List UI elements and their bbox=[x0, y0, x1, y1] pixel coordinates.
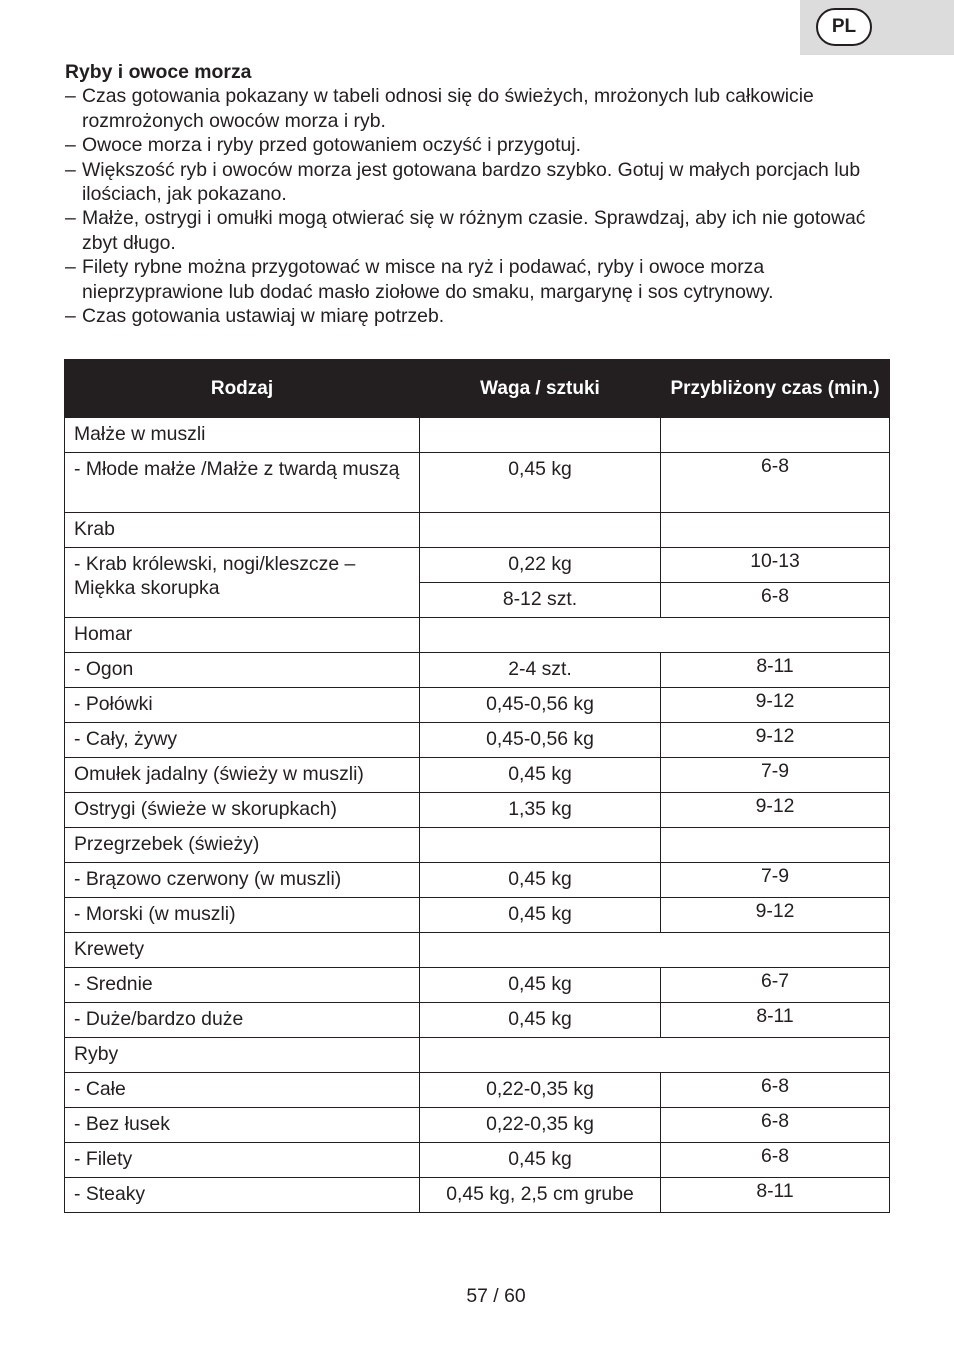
table-row bbox=[65, 453, 890, 513]
cell-type: - Cały, żywy bbox=[65, 723, 420, 758]
cell-type: - Całe bbox=[65, 1073, 420, 1108]
table-header-row bbox=[65, 360, 890, 418]
cell-weight: 0,22-0,35 kg bbox=[420, 1108, 661, 1143]
cell-empty bbox=[420, 618, 890, 653]
cell-type: Ostrygi (świeże w skorupkach) bbox=[65, 793, 420, 828]
cell-weight: 0,22 kg bbox=[420, 548, 661, 583]
table-row bbox=[65, 828, 890, 863]
cell-time bbox=[661, 418, 890, 453]
table-row bbox=[65, 758, 890, 793]
cooking-time-table bbox=[64, 359, 890, 1213]
cell-weight: 0,45 kg bbox=[420, 453, 661, 513]
cell-type: Krewety bbox=[65, 933, 420, 968]
cell-time: 9-12 bbox=[661, 898, 890, 933]
table-row bbox=[65, 1003, 890, 1038]
cell-time: 6-7 bbox=[661, 968, 890, 1003]
cell-weight bbox=[420, 513, 661, 548]
cell-type: Małże w muszli bbox=[65, 418, 420, 453]
cell-weight: 0,45 kg bbox=[420, 863, 661, 898]
cell-time: 8-11 bbox=[661, 653, 890, 688]
cell-weight: 0,22-0,35 kg bbox=[420, 1073, 661, 1108]
cell-empty bbox=[420, 1038, 890, 1073]
table-row bbox=[65, 653, 890, 688]
cell-weight: 8-12 szt. bbox=[420, 583, 661, 618]
table-row bbox=[65, 793, 890, 828]
language-tab bbox=[800, 0, 954, 55]
cell-type: - Srednie bbox=[65, 968, 420, 1003]
cell-time: 9-12 bbox=[661, 793, 890, 828]
header-weight: Waga / sztuki bbox=[420, 360, 661, 418]
cell-type: - Młode małże /Małże z twardą muszą bbox=[65, 453, 420, 513]
cell-weight: 0,45-0,56 kg bbox=[420, 688, 661, 723]
instruction-item: – Filety rybne można przygotować w misce na ryż i podawać, ryby i owoce morza nieprzyprawione lub dodać masło ziołowe do smaku, margarynę i sos cytrynowy. bbox=[65, 256, 774, 303]
cell-weight: 0,45 kg, 2,5 cm grube bbox=[420, 1178, 661, 1213]
cell-time: 6-8 bbox=[661, 1143, 890, 1178]
cell-weight: 0,45 kg bbox=[420, 898, 661, 933]
cell-type: - Morski (w muszli) bbox=[65, 898, 420, 933]
cell-time: 8-11 bbox=[661, 1003, 890, 1038]
cell-type: - Filety bbox=[65, 1143, 420, 1178]
cell-time: 9-12 bbox=[661, 688, 890, 723]
cell-weight: 1,35 kg bbox=[420, 793, 661, 828]
language-badge: PL bbox=[816, 8, 872, 46]
table-row bbox=[65, 618, 890, 653]
cell-type: Homar bbox=[65, 618, 420, 653]
cell-type: Ryby bbox=[65, 1038, 420, 1073]
instruction-item: – Większość ryb i owoców morza jest gotowana bardzo szybko. Gotuj w małych porcjach lub ilościach, jak pokazano. bbox=[65, 158, 861, 206]
cell-time: 6-8 bbox=[661, 453, 890, 513]
cell-type: - Krab królewski, nogi/kleszcze – Miękka skorupka bbox=[65, 548, 420, 618]
section-title: Ryby i owoce morza bbox=[65, 61, 252, 83]
cell-type: Przegrzebek (świeży) bbox=[65, 828, 420, 863]
cell-type: - Ogon bbox=[65, 653, 420, 688]
table-row bbox=[65, 418, 890, 453]
cell-type: Krab bbox=[65, 513, 420, 548]
cell-weight: 2-4 szt. bbox=[420, 653, 661, 688]
cell-time: 8-11 bbox=[661, 1178, 890, 1213]
cell-type: - Brązowo czerwony (w muszli) bbox=[65, 863, 420, 898]
instruction-item: – Czas gotowania ustawiaj w miarę potrzeb. bbox=[65, 305, 445, 328]
cell-type: - Duże/bardzo duże bbox=[65, 1003, 420, 1038]
cell-time: 6-8 bbox=[661, 1108, 890, 1143]
page-number: 57 / 60 bbox=[466, 1285, 526, 1307]
table-row bbox=[65, 688, 890, 723]
cell-time: 9-12 bbox=[661, 723, 890, 758]
header-type: Rodzaj bbox=[65, 360, 420, 418]
cell-time: 7-9 bbox=[661, 863, 890, 898]
instruction-list bbox=[65, 84, 895, 328]
header-time: Przybliżony czas (min.) bbox=[661, 360, 890, 418]
table-row bbox=[65, 1143, 890, 1178]
cell-weight: 0,45 kg bbox=[420, 968, 661, 1003]
cell-time: 7-9 bbox=[661, 758, 890, 793]
cell-time bbox=[661, 513, 890, 548]
table-row bbox=[65, 898, 890, 933]
cell-type: - Steaky bbox=[65, 1178, 420, 1213]
cell-weight: 0,45 kg bbox=[420, 1003, 661, 1038]
table-row bbox=[65, 1038, 890, 1073]
table-row bbox=[65, 1073, 890, 1108]
cell-weight: 0,45-0,56 kg bbox=[420, 723, 661, 758]
cell-weight: 0,45 kg bbox=[420, 1143, 661, 1178]
cell-type: - Bez łusek bbox=[65, 1108, 420, 1143]
table-row bbox=[65, 1108, 890, 1143]
intro-section bbox=[65, 60, 895, 328]
cell-time bbox=[661, 828, 890, 863]
cell-weight: 0,45 kg bbox=[420, 758, 661, 793]
instruction-item: – Czas gotowania pokazany w tabeli odnosi się do świeżych, mrożonych lub całkowicie rozmrożonych owoców morza i ryb. bbox=[65, 85, 814, 132]
instruction-item: – Owoce morza i ryby przed gotowaniem oczyść i przygotuj. bbox=[65, 134, 581, 157]
cell-type: - Połówki bbox=[65, 688, 420, 723]
table-row bbox=[65, 723, 890, 758]
cell-weight bbox=[420, 828, 661, 863]
table-row bbox=[65, 863, 890, 898]
cell-time: 6-8 bbox=[661, 583, 890, 618]
cell-time: 10-13 bbox=[661, 548, 890, 583]
table-row bbox=[65, 933, 890, 968]
cell-type: Omułek jadalny (świeży w muszli) bbox=[65, 758, 420, 793]
table-row bbox=[65, 1178, 890, 1213]
cell-empty bbox=[420, 933, 890, 968]
table-row bbox=[65, 968, 890, 1003]
cell-weight bbox=[420, 418, 661, 453]
cell-time: 6-8 bbox=[661, 1073, 890, 1108]
instruction-item: – Małże, ostrygi i omułki mogą otwierać się w różnym czasie. Sprawdzaj, aby ich nie gotować zbyt długo. bbox=[65, 207, 866, 254]
table-row bbox=[65, 513, 890, 548]
table-row bbox=[65, 548, 890, 583]
